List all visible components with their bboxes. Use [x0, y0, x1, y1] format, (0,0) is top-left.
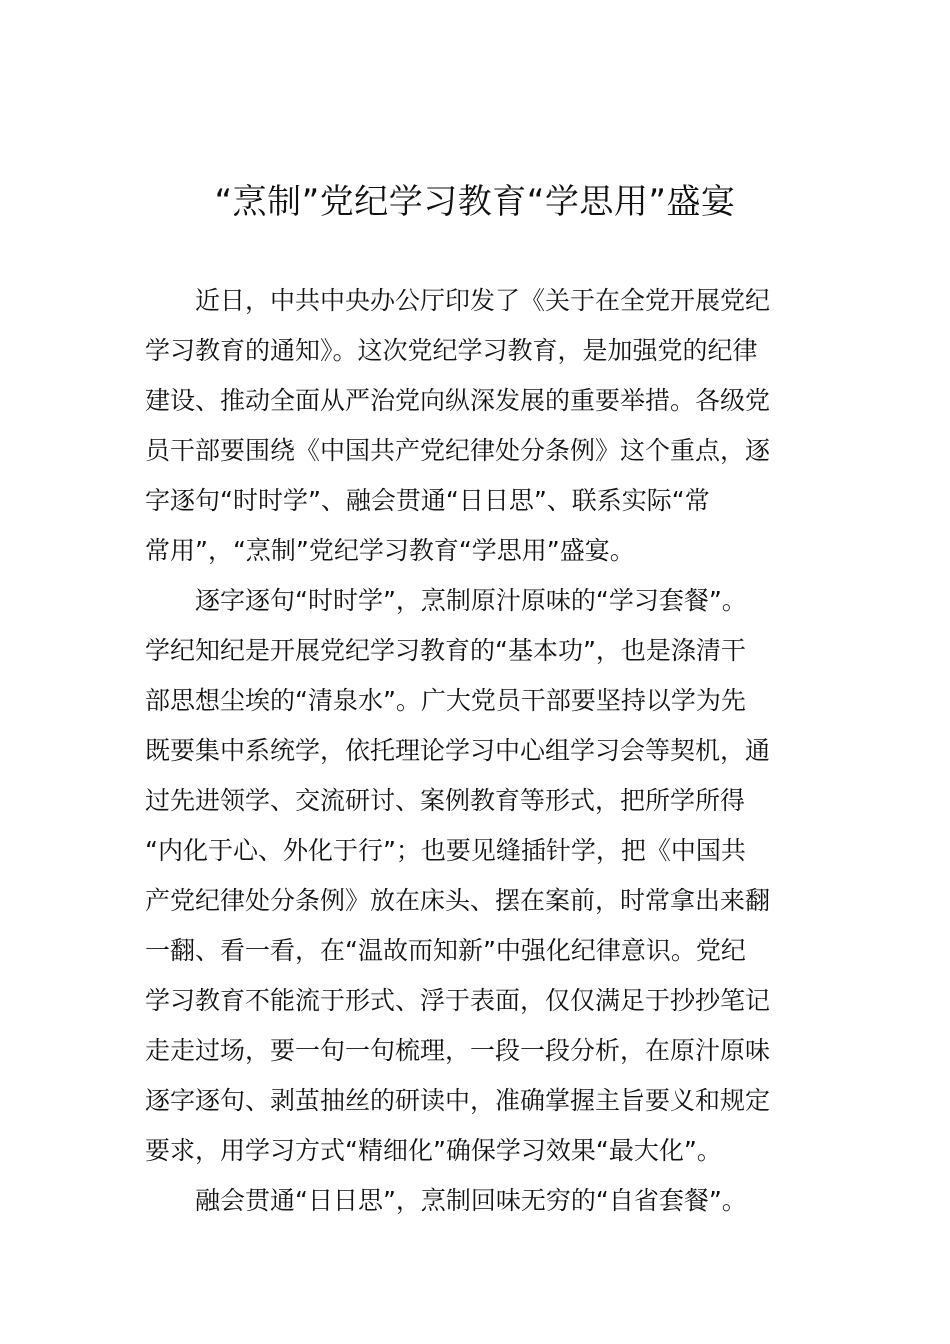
body-line: 一翻、看一看，在“温故而知新”中强化纪律意识。党纪: [145, 936, 746, 965]
body-line: 学习教育不能流于形式、浮于表面，仅仅满足于抄抄笔记: [145, 986, 771, 1015]
body-line: 过先进领学、交流研讨、案例教育等形式，把所学所得: [145, 786, 746, 815]
body-line: 学习教育的通知》。这次党纪学习教育，是加强党的纪律: [145, 336, 758, 365]
body-line: “内化于心、外化于行”；也要见缝插针学，把《中国共: [145, 836, 746, 865]
body-line: 走走过场，要一句一句梳理，一段一段分析，在原汁原味: [145, 1036, 771, 1065]
body-line: 近日，中共中央办公厅印发了《关于在全党开展党纪: [195, 286, 771, 315]
document-title: “烹制”党纪学习教育“学思用”盛宴: [214, 182, 736, 222]
body-line: 产党纪律处分条例》放在床头、摆在案前，时常拿出来翻: [145, 886, 771, 915]
body-line: 字逐句“时时学”、融会贯通“日日思”、联系实际“常: [145, 486, 710, 515]
body-line: 建设、推动全面从严治党向纵深发展的重要举措。各级党: [145, 386, 771, 415]
body-line: 融会贯通“日日思”，烹制回味无穷的“自省套餐”。: [195, 1186, 747, 1215]
body-line: 要求，用学习方式“精细化”确保学习效果“最大化”。: [145, 1136, 722, 1165]
body-line: 逐字逐句“时时学”，烹制原汁原味的“学习套餐”。: [195, 586, 747, 615]
document-body: [145, 276, 815, 1226]
body-line: 既要集中系统学，依托理论学习中心组学习会等契机，通: [145, 736, 771, 765]
body-line: 常用”，“烹制”党纪学习教育“学思用”盛宴。: [145, 536, 635, 565]
body-line: 部思想尘埃的“清泉水”。广大党员干部要坚持以学为先: [145, 686, 746, 715]
body-line: 学纪知纪是开展党纪学习教育的“基本功”，也是涤清干: [145, 636, 746, 665]
body-line: 逐字逐句、剥茧抽丝的研读中，准确掌握主旨要义和规定: [145, 1086, 771, 1115]
body-line: 员干部要围绕《中国共产党纪律处分条例》这个重点，逐: [145, 436, 771, 465]
